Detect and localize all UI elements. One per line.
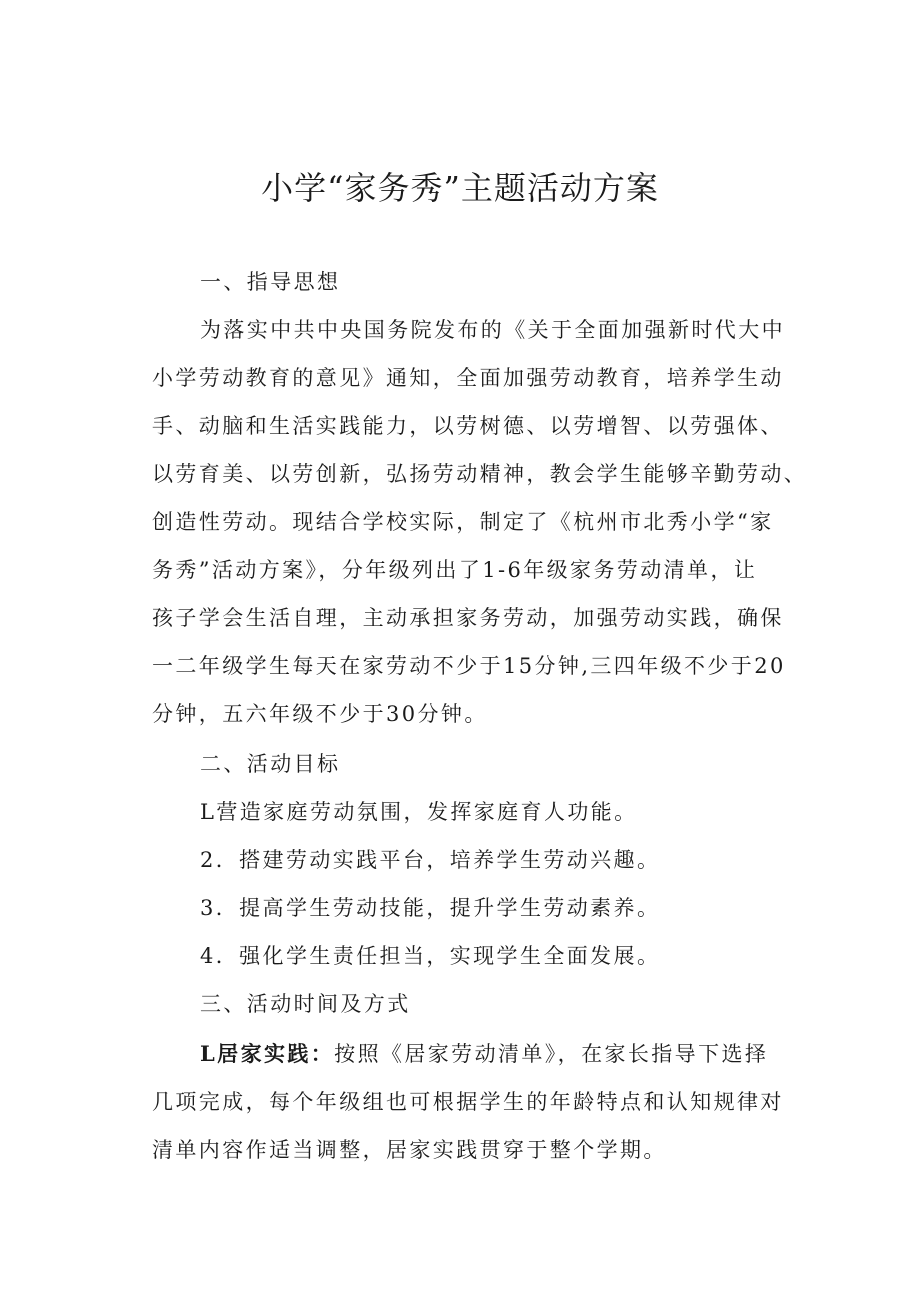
paragraph-line: 一二年级学生每天在家劳动不少于15分钟,三四年级不少于20: [152, 654, 786, 678]
section-heading-activity-goals: 二、活动目标: [200, 752, 341, 776]
paragraph-line: 创造性劳动。现结合学校实际，制定了《杭州市北秀小学“家: [152, 510, 774, 534]
goal-item-3: 3．提高学生劳动技能，提升学生劳动素养。: [200, 896, 661, 920]
goal-item-2: 2．搭建劳动实践平台，培养学生劳动兴趣。: [200, 848, 661, 872]
paragraph-line: 为落实中共中央国务院发布的《关于全面加强新时代大中: [200, 318, 785, 342]
paragraph-line: 小学劳动教育的意见》通知，全面加强劳动教育，培养学生动: [152, 366, 784, 390]
paragraph-line: 清单内容作适当调整，居家实践贯穿于整个学期。: [152, 1138, 667, 1162]
paragraph-line: 孩子学会生活自理，主动承担家务劳动，加强劳动实践，确保: [152, 606, 784, 630]
section-heading-guiding-thought: 一、指导思想: [200, 270, 341, 294]
paragraph-line: 务秀”活动方案》，分年级列出了1-6年级家务劳动清单，让: [152, 558, 758, 582]
paragraph-line: 分钟，五六年级不少于30分钟。: [152, 702, 488, 726]
section-heading-time-and-method: 三、活动时间及方式: [200, 992, 411, 1016]
method-item-1-text: 按照《居家劳动清单》，在家长指导下选择: [334, 1042, 769, 1066]
paragraph-line: 手、动脑和生活实践能力，以劳树德、以劳增智、以劳强体、: [152, 414, 784, 438]
paragraph-line: 几项完成，每个年级组也可根据学生的年龄特点和认知规律对: [152, 1090, 784, 1114]
paragraph-line: 以劳育美、以劳创新，弘扬劳动精神，教会学生能够辛勤劳动、: [152, 462, 808, 486]
goal-item-1: L营造家庭劳动氛围，发挥家庭育人功能。: [200, 800, 638, 824]
goal-item-4: 4．强化学生责任担当，实现学生全面发展。: [200, 944, 661, 968]
document-title: 小学“家务秀”主题活动方案: [261, 169, 659, 207]
method-item-1: [200, 1038, 800, 1070]
method-item-1-label: L居家实践：: [200, 1041, 335, 1066]
